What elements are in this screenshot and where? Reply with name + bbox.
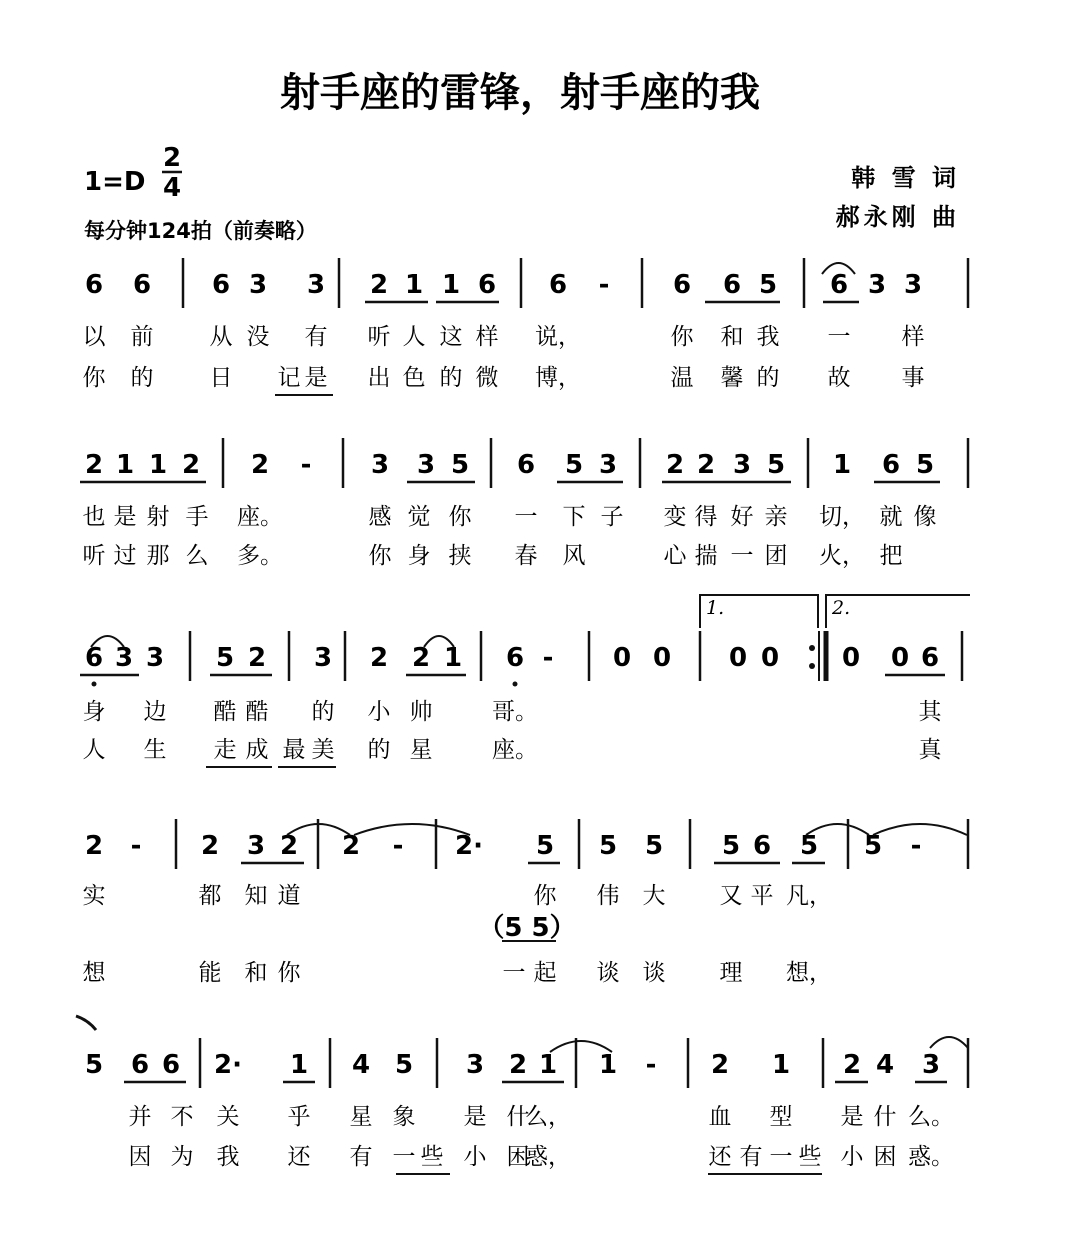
- lyric-verse-2: 些: [420, 1144, 444, 1170]
- note-numeral: 2: [250, 450, 270, 480]
- lyric-verse-2: 揣: [694, 543, 718, 569]
- time-signature-bottom: 4: [162, 173, 182, 203]
- lyric-verse-1: 酷: [245, 699, 269, 725]
- dash-extender: -: [910, 831, 922, 861]
- note-numeral: 3: [370, 450, 390, 480]
- note-numeral: 6: [84, 270, 104, 300]
- lyric-verse-2: 谈: [642, 960, 666, 986]
- lyric-verse-1: 你: [448, 504, 472, 530]
- lyric-verse-1: 样: [475, 324, 499, 350]
- lyric-verse-1: 哥。: [492, 699, 538, 725]
- lyric-verse-1: 座。: [237, 504, 283, 530]
- note-numeral: 3: [313, 643, 333, 673]
- tempo-marking: 每分钟124拍（前奏略）: [84, 219, 317, 243]
- lyric-verse-2: 一: [730, 543, 754, 569]
- lyric-verse-1: 有: [304, 324, 328, 350]
- lyric-verse-1: 你: [670, 324, 694, 350]
- lyric-verse-2: 小: [463, 1144, 487, 1170]
- note-numeral: 1: [289, 1050, 309, 1080]
- note-numeral: 1: [598, 1050, 618, 1080]
- note-numeral: 6: [752, 831, 772, 861]
- note-numeral: 0: [841, 643, 861, 673]
- note-numeral: 5: [863, 831, 883, 861]
- note-numeral: 3: [248, 270, 268, 300]
- lyric-verse-1: 又: [719, 883, 743, 909]
- lyric-verse-1: 和: [720, 324, 744, 350]
- lyric-verse-2: 你: [82, 365, 106, 391]
- lyric-verse-2: 听: [82, 543, 106, 569]
- lyric-verse-2: 身: [407, 543, 431, 569]
- lyric-verse-1: 帅: [409, 699, 433, 725]
- note-numeral: 3: [145, 643, 165, 673]
- octave-dot: [513, 682, 518, 687]
- lyric-verse-1: 么，: [525, 1104, 571, 1130]
- lyric-verse-1: 象: [392, 1104, 416, 1130]
- note-numeral: 3: [306, 270, 326, 300]
- note-numeral: 6: [505, 643, 525, 673]
- song-title: 射手座的雷锋，射手座的我: [280, 70, 760, 116]
- lyric-verse-1: 实: [82, 883, 106, 909]
- lyric-verse-2: 最: [282, 737, 306, 763]
- lyric-verse-1: 也: [82, 504, 106, 530]
- note-numeral: 3: [732, 450, 752, 480]
- note-numeral: 2·: [455, 831, 483, 861]
- lyric-verse-1: 得: [694, 504, 718, 530]
- note-numeral: 5: [915, 450, 935, 480]
- lyric-verse-1: 知: [244, 883, 268, 909]
- note-numeral: 2: [341, 831, 361, 861]
- lyric-verse-2: 走: [213, 737, 237, 763]
- octave-dot: [92, 682, 97, 687]
- lyric-verse-1: 一: [827, 324, 851, 350]
- note-numeral: 6: [548, 270, 568, 300]
- note-numeral: 2: [842, 1050, 862, 1080]
- note-numeral: 3: [903, 270, 923, 300]
- lyric-verse-1: 酷: [213, 699, 237, 725]
- note-numeral: 6: [672, 270, 692, 300]
- lyric-verse-1: 感: [368, 504, 392, 530]
- notation-row: [83, 819, 969, 986]
- lyric-verse-2: 座。: [492, 737, 538, 763]
- lyric-verse-2: 春: [514, 543, 538, 569]
- note-numeral: 5: [564, 450, 584, 480]
- lyric-verse-1: 都: [198, 883, 222, 909]
- lyric-verse-1: 以: [82, 324, 106, 350]
- lyric-verse-1: 我: [756, 324, 780, 350]
- note-numeral: 3: [416, 450, 436, 480]
- dash-extender: -: [392, 831, 404, 861]
- lyric-verse-1: 大: [642, 883, 666, 909]
- lyric-verse-2: 起: [533, 960, 557, 986]
- lyric-verse-2: 理: [719, 960, 743, 986]
- lyric-verse-1: 不: [170, 1104, 194, 1130]
- note-numeral: 2: [84, 450, 104, 480]
- lyric-verse-2: 么: [185, 543, 209, 569]
- lyricist-credit: 韩 雪 词: [851, 163, 960, 192]
- note-numeral: 5: [766, 450, 786, 480]
- lyric-verse-2: 一: [769, 1144, 793, 1170]
- lyric-verse-1: 一: [514, 504, 538, 530]
- lyric-verse-1: 好: [730, 504, 754, 530]
- note-numeral: 5: [84, 1050, 104, 1080]
- note-numeral: 2: [279, 831, 299, 861]
- lyric-verse-1: 切，: [819, 504, 865, 530]
- lyric-verse-1: 伟: [596, 883, 620, 909]
- lyric-verse-1: 亲: [764, 504, 788, 530]
- dash-extender: -: [130, 831, 142, 861]
- lyric-verse-1: 身: [82, 699, 106, 725]
- lyric-verse-1: 就: [879, 504, 903, 530]
- lyric-verse-1: 样: [901, 324, 925, 350]
- key-signature: 1=D: [84, 167, 146, 197]
- note-numeral: 1: [404, 270, 424, 300]
- note-numeral: 1: [441, 270, 461, 300]
- lyric-verse-2: 我: [216, 1144, 240, 1170]
- note-numeral: 5: [394, 1050, 414, 1080]
- lyric-verse-1: 其: [918, 699, 942, 725]
- lyric-verse-2: 为: [170, 1144, 194, 1170]
- note-numeral: 1: [148, 450, 168, 480]
- lyric-verse-2: 小: [840, 1144, 864, 1170]
- composer-credit: 郝永刚 曲: [835, 202, 960, 231]
- note-numeral: 6: [516, 450, 536, 480]
- lyric-verse-2: 生: [143, 737, 167, 763]
- dash-extender: -: [542, 643, 554, 673]
- lyric-verse-1: 是: [463, 1104, 487, 1130]
- note-numeral: 1: [115, 450, 135, 480]
- lyric-verse-1: 说，: [535, 324, 581, 350]
- lyric-verse-2: 是: [304, 365, 328, 391]
- lyric-verse-2: 挟: [448, 543, 472, 569]
- lyric-verse-2: 心: [663, 543, 687, 569]
- note-numeral: 2: [710, 1050, 730, 1080]
- note-numeral: 3: [598, 450, 618, 480]
- lyric-verse-1: 小: [367, 699, 391, 725]
- lyric-verse-2: 的: [130, 365, 154, 391]
- lyric-verse-2: 真: [918, 737, 942, 763]
- note-numeral: 2: [508, 1050, 528, 1080]
- lyric-verse-1: 前: [130, 324, 154, 350]
- lyric-verse-2: 把: [879, 543, 903, 569]
- lyric-verse-1: 凡，: [786, 883, 832, 909]
- note-numeral: 0: [612, 643, 632, 673]
- note-numeral: 3: [867, 270, 887, 300]
- time-signature-top: 2: [162, 143, 182, 173]
- note-numeral: 2: [369, 643, 389, 673]
- lyric-verse-1: 是: [113, 504, 137, 530]
- note-numeral: 2: [84, 831, 104, 861]
- note-numeral: 0: [890, 643, 910, 673]
- lyric-verse-2: 的: [756, 365, 780, 391]
- lyric-verse-1: 血: [708, 1104, 732, 1130]
- note-numeral: 5: [644, 831, 664, 861]
- breath-mark: [76, 1016, 96, 1030]
- lyric-verse-1: 边: [143, 699, 167, 725]
- note-numeral: 0: [652, 643, 672, 673]
- note-numeral: 5: [799, 831, 819, 861]
- lyric-verse-1: 并: [128, 1104, 152, 1130]
- dash-extender: -: [598, 270, 610, 300]
- lyric-verse-2: 想: [82, 960, 106, 986]
- lyric-verse-1: 这: [439, 324, 463, 350]
- lyric-verse-1: 星: [349, 1104, 373, 1130]
- lyric-verse-2: 火，: [819, 543, 865, 569]
- lyric-verse-1: 什: [873, 1104, 897, 1130]
- note-numeral: 6: [84, 643, 104, 673]
- lyric-verse-1: 没: [246, 324, 270, 350]
- notation-row: [80, 438, 968, 569]
- note-numeral: 6: [161, 1050, 181, 1080]
- lyric-verse-1: 关: [216, 1104, 240, 1130]
- lyric-verse-2: 出: [367, 365, 391, 391]
- lyric-verse-2: 惑。: [908, 1144, 954, 1170]
- lyric-verse-2: 想，: [786, 960, 832, 986]
- lyric-verse-2: 馨: [720, 365, 744, 391]
- lyric-verse-2: 能: [198, 960, 222, 986]
- lyric-verse-2: 色: [402, 365, 426, 391]
- note-numeral: 3: [114, 643, 134, 673]
- lyric-verse-1: 的: [311, 699, 335, 725]
- lyric-verse-2: 过: [113, 543, 137, 569]
- note-numeral: 5: [758, 270, 778, 300]
- notation-row: [85, 1037, 968, 1174]
- lyric-verse-2: 你: [277, 960, 301, 986]
- lyric-verse-2: 微: [475, 365, 499, 391]
- lyric-verse-2: 谈: [596, 960, 620, 986]
- lyric-verse-1: 子: [600, 504, 624, 530]
- notation-rows: [76, 258, 970, 1174]
- lyric-verse-1: 你: [533, 883, 557, 909]
- note-numeral: 6: [130, 1050, 150, 1080]
- lyric-verse-2: 困: [506, 1144, 530, 1170]
- alternate-notes: （5 5）: [478, 913, 576, 943]
- lyric-verse-2: 事: [901, 365, 925, 391]
- slur-arc: [930, 1037, 968, 1048]
- lyric-verse-1: 什: [506, 1104, 530, 1130]
- lyric-verse-1: 射: [146, 504, 170, 530]
- lyric-verse-2: 博，: [535, 365, 581, 391]
- lyric-verse-2: 团: [764, 543, 788, 569]
- lyric-verse-1: 手: [185, 504, 209, 530]
- note-numeral: 5: [450, 450, 470, 480]
- lyric-verse-1: 是: [840, 1104, 864, 1130]
- lyric-verse-2: 还: [708, 1144, 732, 1170]
- note-numeral: 2: [200, 831, 220, 861]
- note-numeral: 6: [722, 270, 742, 300]
- repeat-dot: [809, 663, 815, 669]
- note-numeral: 2: [247, 643, 267, 673]
- lyric-verse-2: 美: [311, 737, 335, 763]
- volta-label-1: 1.: [706, 597, 725, 619]
- slur-arc: [354, 824, 470, 835]
- note-numeral: 6: [920, 643, 940, 673]
- volta-label-2: 2.: [832, 597, 851, 619]
- lyric-verse-2: 有: [739, 1144, 763, 1170]
- note-numeral: 2: [665, 450, 685, 480]
- lyric-verse-2: 有: [349, 1144, 373, 1170]
- note-numeral: 5: [535, 831, 555, 861]
- lyric-verse-2: 记: [277, 365, 301, 391]
- dash-extender: -: [645, 1050, 657, 1080]
- note-numeral: 6: [132, 270, 152, 300]
- lyric-verse-2: 一: [502, 960, 526, 986]
- lyric-verse-2: 温: [670, 365, 694, 391]
- notation-row: [83, 258, 969, 395]
- note-numeral: 3: [465, 1050, 485, 1080]
- note-numeral: 2: [181, 450, 201, 480]
- lyric-verse-1: 人: [402, 324, 426, 350]
- lyric-verse-1: 乎: [287, 1104, 311, 1130]
- note-numeral: 1: [771, 1050, 791, 1080]
- note-numeral: 1: [443, 643, 463, 673]
- lyric-verse-2: 还: [287, 1144, 311, 1170]
- note-numeral: 3: [921, 1050, 941, 1080]
- lyric-verse-2: 和: [244, 960, 268, 986]
- lyric-verse-2: 故: [827, 365, 851, 391]
- lyric-verse-2: 风: [562, 543, 586, 569]
- lyric-verse-1: 型: [769, 1104, 793, 1130]
- notation-row: [80, 631, 962, 767]
- note-numeral: 2·: [214, 1050, 242, 1080]
- note-numeral: 5: [721, 831, 741, 861]
- note-numeral: 4: [351, 1050, 371, 1080]
- note-numeral: 1: [832, 450, 852, 480]
- note-numeral: 6: [211, 270, 231, 300]
- note-numeral: 0: [760, 643, 780, 673]
- lyric-verse-2: 日: [209, 365, 233, 391]
- note-numeral: 2: [696, 450, 716, 480]
- note-numeral: 6: [477, 270, 497, 300]
- note-numeral: 5: [215, 643, 235, 673]
- lyric-verse-2: 因: [128, 1144, 152, 1170]
- lyric-verse-2: 那: [146, 543, 170, 569]
- note-numeral: 6: [881, 450, 901, 480]
- lyric-verse-2: 惑，: [525, 1144, 571, 1170]
- lyric-verse-2: 些: [798, 1144, 822, 1170]
- note-numeral: 2: [369, 270, 389, 300]
- lyric-verse-2: 的: [367, 737, 391, 763]
- lyric-verse-2: 的: [439, 365, 463, 391]
- note-numeral: 5: [598, 831, 618, 861]
- lyric-verse-1: 道: [277, 883, 301, 909]
- note-numeral: 1: [538, 1050, 558, 1080]
- lyric-verse-1: 觉: [407, 504, 431, 530]
- lyric-verse-1: 么。: [908, 1104, 954, 1130]
- lyric-verse-1: 听: [367, 324, 391, 350]
- dash-extender: -: [300, 450, 312, 480]
- lyric-verse-2: 星: [409, 737, 433, 763]
- note-numeral: 0: [728, 643, 748, 673]
- lyric-verse-1: 像: [913, 504, 937, 530]
- lyric-verse-2: 困: [873, 1144, 897, 1170]
- lyric-verse-2: 成: [245, 737, 269, 763]
- lyric-verse-2: 人: [82, 737, 106, 763]
- note-numeral: 6: [829, 270, 849, 300]
- lyric-verse-1: 变: [663, 504, 687, 530]
- lyric-verse-1: 下: [562, 504, 586, 530]
- lyric-verse-1: 平: [750, 883, 774, 909]
- lyric-verse-2: 一: [392, 1144, 416, 1170]
- lyric-verse-2: 你: [368, 543, 392, 569]
- lyric-verse-1: 从: [209, 324, 233, 350]
- repeat-dot: [809, 645, 815, 651]
- lyric-verse-2: 多。: [237, 543, 283, 569]
- note-numeral: 3: [246, 831, 266, 861]
- note-numeral: 4: [875, 1050, 895, 1080]
- note-numeral: 2: [411, 643, 431, 673]
